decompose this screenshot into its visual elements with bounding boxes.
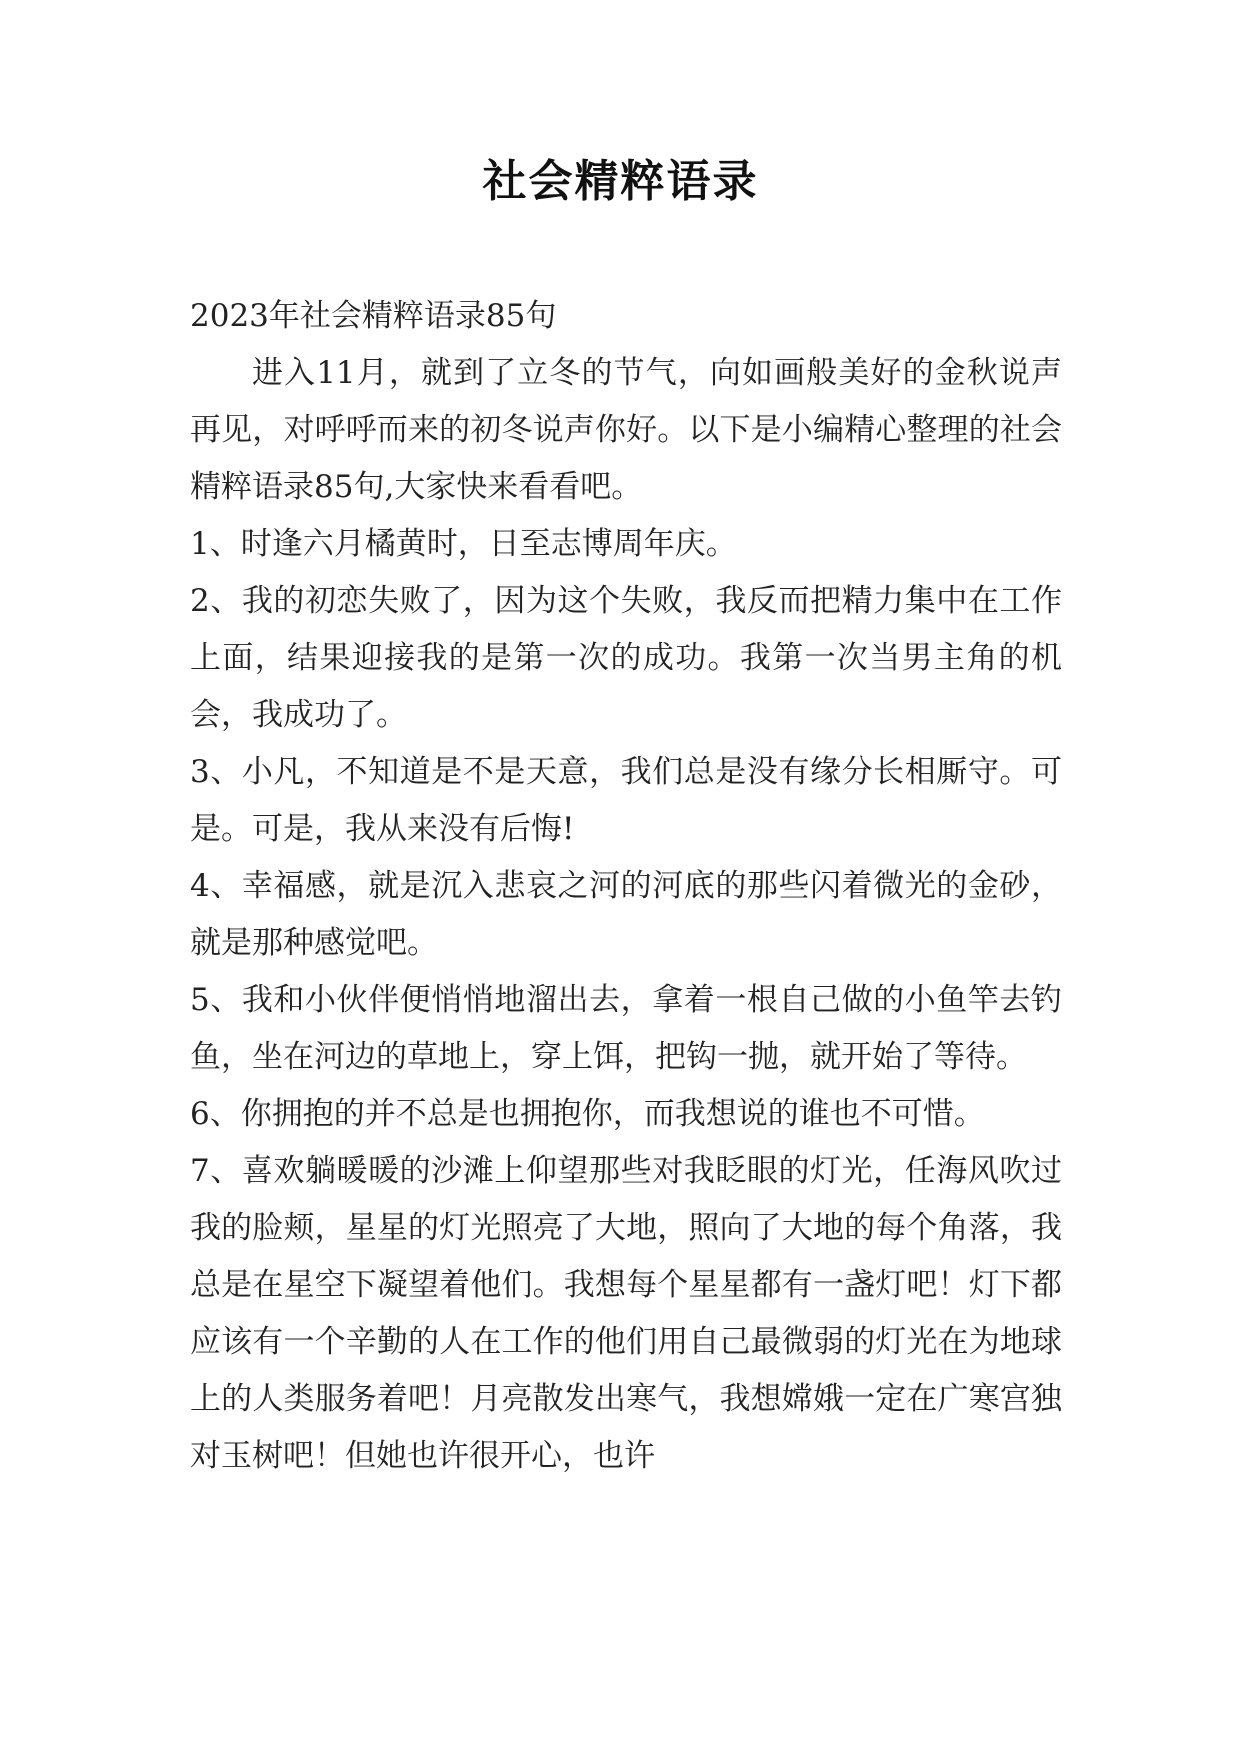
quote-item-1: 1、时逢六月橘黄时，日至志博周年庆。	[190, 526, 737, 562]
document-subtitle: 2023年社会精粹语录85句	[190, 298, 557, 334]
document-body	[190, 288, 1062, 1485]
quote-item-4: 4、幸福感，就是沉入悲哀之河的河底的那些闪着微光的金砂，就是那种感觉吧。	[190, 868, 1062, 961]
quote-item-5: 5、我和小伙伴便悄悄地溜出去，拿着一根自己做的小鱼竿去钓鱼，坐在河边的草地上，穿上饵，把钩一抛，就开始了等待。	[190, 982, 1062, 1075]
document-title: 社会精粹语录	[482, 156, 759, 207]
quote-item-2: 2、我的初恋失败了，因为这个失败，我反而把精力集中在工作上面，结果迎接我的是第一次的成功。我第一次当男主角的机会，我成功了。	[190, 583, 1062, 733]
quote-item-3: 3、小凡，不知道是不是天意，我们总是没有缘分长相厮守。可是。可是，我从来没有后悔!	[190, 754, 1062, 847]
quote-item-7: 7、喜欢躺暖暖的沙滩上仰望那些对我眨眼的灯光，任海风吹过我的脸颊，星星的灯光照亮了大地，照向了大地的每个角落，我总是在星空下凝望着他们。我想每个星星都有一盏灯吧！灯下都应该有一个辛勤的人在工作的他们用自己最微弱的灯光在为地球上的人类服务着吧！月亮散发出寒气，我想嫦娥一定在广寒宫独对玉树吧！但她也许很开心，也许	[190, 1153, 1062, 1474]
intro-paragraph: 进入11月，就到了立冬的节气，向如画般美好的金秋说声再见，对呼呼而来的初冬说声你好。以下是小编精心整理的社会精粹语录85句,大家快来看看吧。	[190, 355, 1062, 505]
quote-item-6: 6、你拥抱的并不总是也拥抱你，而我想说的谁也不可惜。	[190, 1096, 985, 1132]
